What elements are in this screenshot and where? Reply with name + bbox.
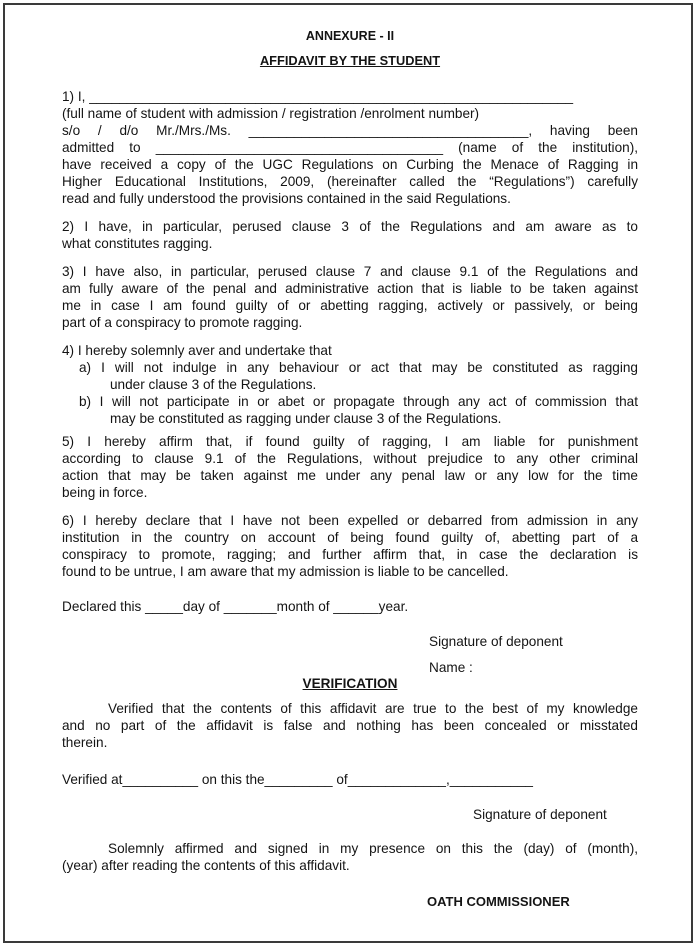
paragraph-3	[62, 263, 638, 331]
verification-paragraph	[62, 700, 638, 751]
para1-line: read and fully understood the provisions contained in the said Regulations.	[62, 191, 511, 206]
oath-commissioner-label: OATH COMMISSIONER	[427, 894, 570, 909]
para4-item-b: b) I will not participate in or abet or propagate through any act of commission that	[79, 394, 638, 409]
para1-line: (full name of student with admission / registration /enrolment number)	[62, 106, 480, 121]
paragraph-6	[62, 512, 638, 580]
para1-line: 1) I, ________________________________________________________________	[62, 89, 574, 104]
para3-line: me in case I am found guilty of or abetting ragging, actively or passively, or being	[62, 298, 638, 313]
para6-line: conspiracy to promote, ragging; and further affirm that, in case the declaration is	[62, 547, 638, 562]
para3-line: am fully aware of the penal and administrative action that is liable to be taken against	[62, 281, 638, 296]
para2-line: what constitutes ragging.	[62, 236, 213, 251]
annexure-heading: ANNEXURE - II	[305, 29, 395, 43]
deponent-name-label: Name :	[429, 660, 473, 675]
verified-at-line: Verified at__________ on this the_________ of_____________,___________	[62, 772, 533, 787]
affidavit-title: AFFIDAVIT BY THE STUDENT	[259, 53, 441, 68]
verification-line: and no part of the affidavit is false and nothing has been concealed or misstated	[62, 718, 638, 733]
paragraph-4	[62, 342, 638, 427]
affirmation-line: (year) after reading the contents of this affidavit.	[62, 858, 350, 873]
paragraph-5	[62, 433, 638, 501]
para5-line: according to clause 9.1 of the Regulations, without prejudice to any other criminal	[62, 451, 638, 466]
paragraph-1	[62, 88, 638, 207]
para3-line: part of a conspiracy to promote ragging.	[62, 315, 303, 330]
para5-line: 5) I hereby affirm that, if found guilty of ragging, I am liable for punishment	[62, 434, 638, 449]
para4-item-a-cont: under clause 3 of the Regulations.	[110, 377, 317, 392]
para2-line: 2) I have, in particular, perused clause 3 of the Regulations and am aware as to	[62, 219, 638, 234]
para4-intro: 4) I hereby solemnly aver and undertake that	[62, 343, 332, 358]
deponent-signature-label: Signature of deponent	[429, 634, 563, 649]
verification-line: Verified that the contents of this affidavit are true to the best of my knowledge	[108, 701, 638, 716]
affirmation-paragraph	[62, 840, 638, 874]
deponent-signature-label-2: Signature of deponent	[473, 807, 607, 822]
verification-heading: VERIFICATION	[302, 676, 398, 691]
para6-line: found to be untrue, I am aware that my admission is liable to be cancelled.	[62, 564, 509, 579]
para1-line: have received a copy of the UGC Regulations on Curbing the Menace of Ragging in	[62, 157, 638, 172]
affirmation-line: Solemnly affirmed and signed in my presence on this the (day) of (month),	[108, 841, 638, 856]
para5-line: action that may be taken against me under any penal law or any low for the time	[62, 468, 638, 483]
para6-line: 6) I hereby declare that I have not been expelled or debarred from admission in any	[62, 513, 638, 528]
para4-item-b-cont: may be constituted as ragging under clause 3 of the Regulations.	[110, 411, 502, 426]
declared-line: Declared this _____day of _______month of ______year.	[62, 599, 409, 614]
para1-line: admitted to ______________________________________ (name of the institution),	[62, 140, 638, 155]
para6-line: institution in the country on account of being found guilty of, abetting part of a	[62, 530, 638, 545]
para4-item-a: a) I will not indulge in any behaviour or act that may be constituted as ragging	[79, 360, 638, 375]
para1-line: s/o / d/o Mr./Mrs./Ms. _____________________________________, having been	[62, 123, 638, 138]
verification-line: therein.	[62, 735, 108, 750]
para1-line: Higher Educational Institutions, 2009, (hereinafter called the “Regulations”) carefully	[62, 174, 638, 189]
para3-line: 3) I have also, in particular, perused clause 7 and clause 9.1 of the Regulations and	[62, 264, 638, 279]
para5-line: being in force.	[62, 485, 148, 500]
paragraph-2	[62, 218, 638, 252]
